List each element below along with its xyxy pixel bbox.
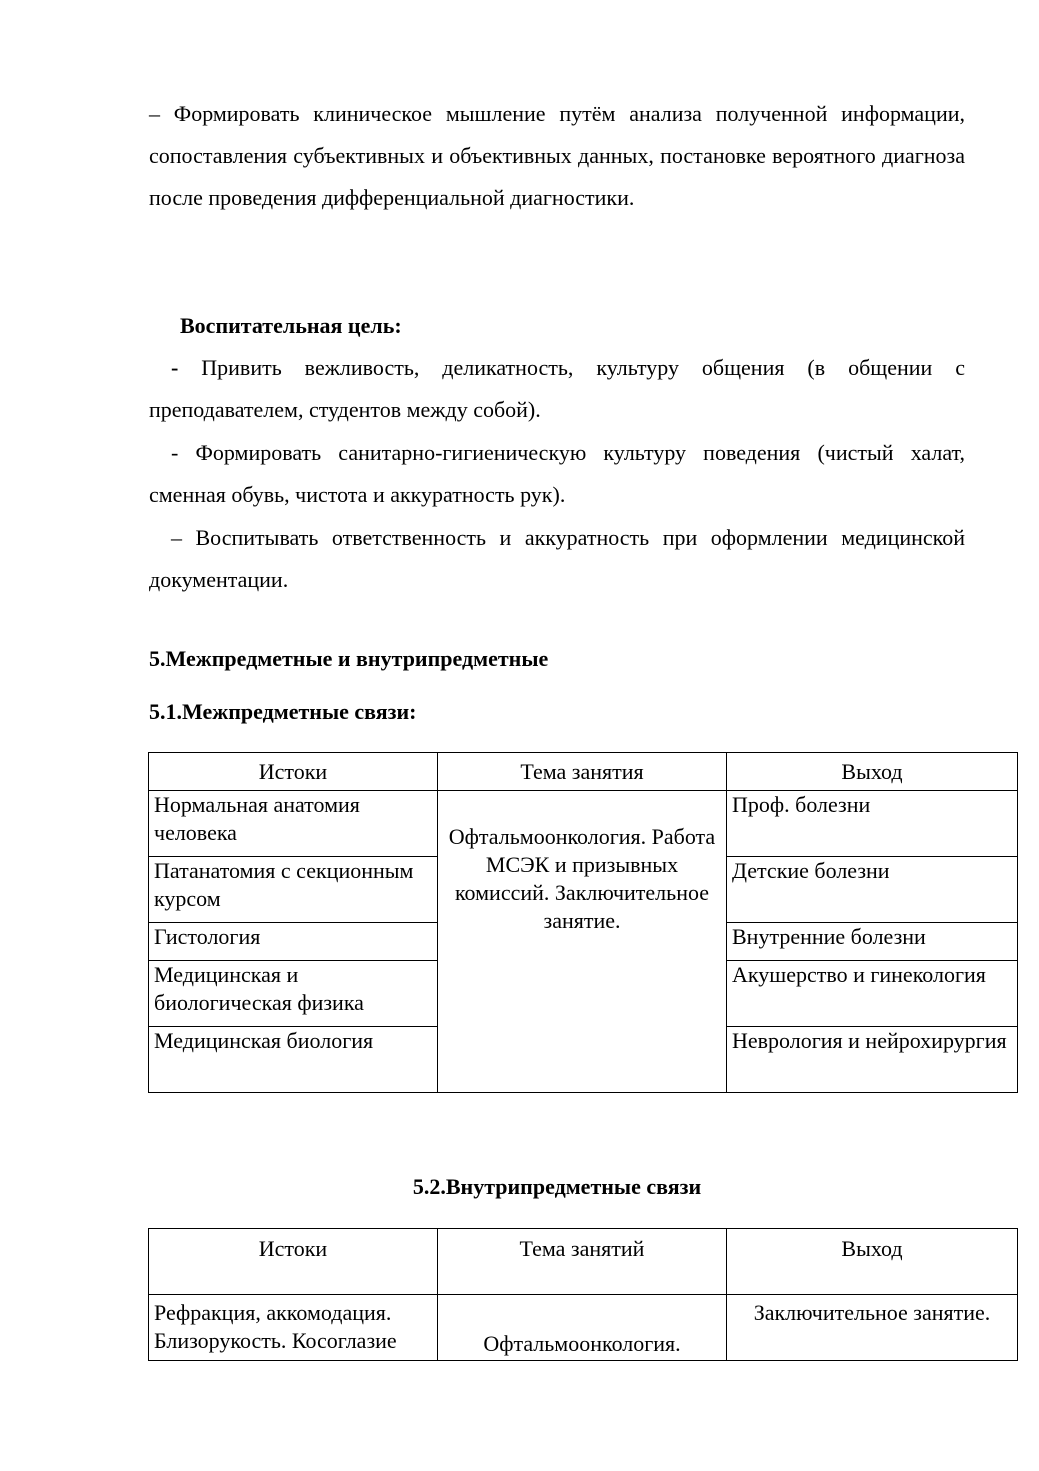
table-header-row	[149, 1229, 1018, 1295]
header-sources: Истоки	[149, 753, 438, 791]
source-cell: Рефракция, аккомодация. Близорукость. Косоглазие	[149, 1295, 438, 1361]
output-cell: Акушерство и гинекология	[727, 961, 1018, 1027]
section-5-2-heading: 5.2.Внутрипредметные связи	[412, 1174, 702, 1199]
paragraph-politeness	[149, 347, 965, 431]
paragraph-clinical-thinking: – Формировать клиническое мышление путём анализа полученной информации, сопоставления субъективных и объективных данных, постановке вероятного диагноза после проведения дифференциальной диагностики.	[149, 101, 965, 210]
output-cell: Проф. болезни	[727, 791, 1018, 857]
intersubject-table	[148, 752, 1018, 1093]
paragraph-hygiene: - Формировать санитарно-гигиеническую культуру поведения (чистый халат, сменная обувь, чистота и аккуратность рук).	[149, 440, 965, 507]
intrasubject-table	[148, 1228, 1018, 1361]
paragraph-politeness-text: Привить вежливость, деликатность, культуру общения (в общении с преподавателем, студентов между собой).	[149, 355, 965, 422]
bullet-dash: -	[171, 355, 179, 380]
source-cell: Гистология	[149, 923, 438, 961]
output-cell: Неврология и нейрохирургия	[727, 1027, 1018, 1093]
section-5-heading: 5.Межпредметные и внутрипредметные	[149, 646, 549, 671]
source-cell: Медицинская биология	[149, 1027, 438, 1093]
paragraph-responsibility: – Воспитывать ответственность и аккуратность при оформлении медицинской документации.	[149, 525, 965, 592]
header-sources: Истоки	[149, 1229, 438, 1295]
output-cell: Заключительное занятие.	[727, 1295, 1018, 1361]
header-topic: Тема занятий	[438, 1229, 727, 1295]
table-header-row	[149, 753, 1018, 791]
table-row	[149, 1295, 1018, 1361]
output-cell: Внутренние болезни	[727, 923, 1018, 961]
table-row	[149, 791, 1018, 857]
output-cell: Детские болезни	[727, 857, 1018, 923]
header-topic: Тема занятия	[438, 753, 727, 791]
education-goal-heading: Воспитательная цель:	[180, 313, 402, 338]
source-cell: Медицинская и биологическая физика	[149, 961, 438, 1027]
topic-cell: Офтальмоонкология. Работа МСЭК и призывных комиссий. Заключительное занятие.	[438, 791, 727, 1093]
header-output: Выход	[727, 753, 1018, 791]
section-5-1-heading: 5.1.Межпредметные связи:	[149, 699, 417, 724]
source-cell: Нормальная анатомия человека	[149, 791, 438, 857]
topic-cell: Офтальмоонкология.	[438, 1295, 727, 1361]
source-cell: Патанатомия с секционным курсом	[149, 857, 438, 923]
header-output: Выход	[727, 1229, 1018, 1295]
